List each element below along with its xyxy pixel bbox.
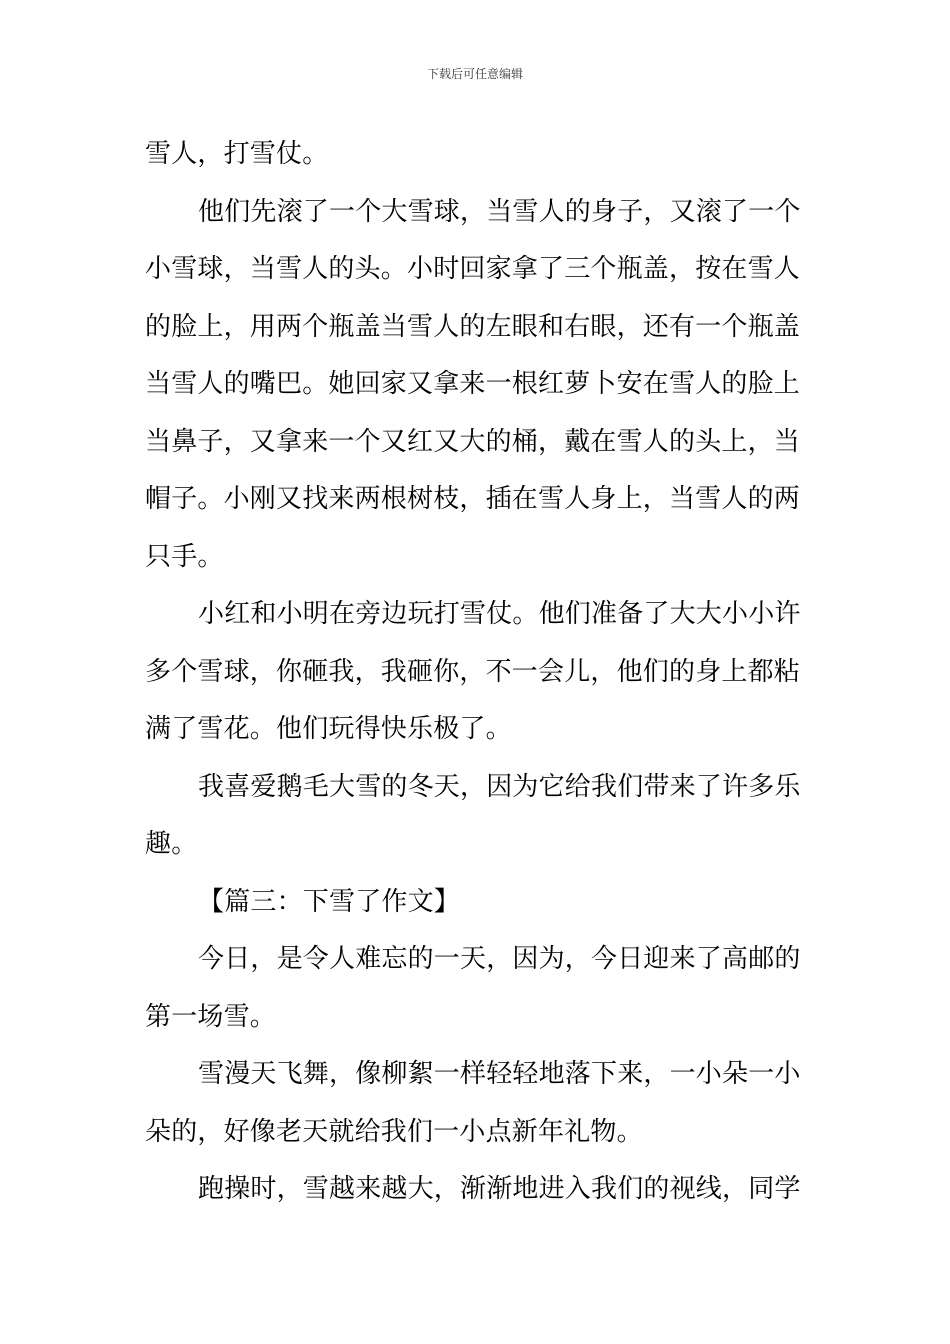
text-line: 第一场雪。 <box>145 1001 277 1032</box>
text-line: 的脸上，用两个瓶盖当雪人的左眼和右眼，还有一个瓶盖 <box>145 311 801 342</box>
text-line: 多个雪球，你砸我，我砸你，不一会儿，他们的身上都粘 <box>145 656 801 687</box>
text-line: 趣。 <box>145 829 198 859</box>
text-line: 当鼻子，又拿来一个又红又大的桶，戴在雪人的头上，当 <box>145 426 801 457</box>
text-line: 小雪球，当雪人的头。小时回家拿了三个瓶盖，按在雪人 <box>145 254 801 284</box>
page-header: 下载后可任意编辑 <box>426 67 523 81</box>
text-line: 雪漫天飞舞，像柳絮一样轻轻地落下来，一小朵一小 <box>198 1059 801 1089</box>
section-heading: 【篇三：下雪了作文】 <box>198 886 461 917</box>
text-line: 朵的，好像老天就给我们一小点新年礼物。 <box>145 1116 643 1147</box>
text-line: 满了雪花。他们玩得快乐极了。 <box>145 714 512 744</box>
text-line: 他们先滚了一个大雪球，当雪人的身子，又滚了一个 <box>198 196 801 227</box>
text-line: 我喜爱鹅毛大雪的冬天，因为它给我们带来了许多乐 <box>198 771 801 802</box>
document-body <box>145 126 807 1219</box>
text-line: 当雪人的嘴巴。她回家又拿来一根红萝卜安在雪人的脸上 <box>145 369 801 399</box>
text-line: 今日，是令人难忘的一天，因为，今日迎来了高邮的 <box>198 944 801 974</box>
text-line: 雪人，打雪仗。 <box>145 139 329 169</box>
text-line: 帽子。小刚又找来两根树枝，插在雪人身上，当雪人的两 <box>145 484 801 514</box>
text-line: 小红和小明在旁边玩打雪仗。他们准备了大大小小许 <box>198 599 801 629</box>
text-line: 只手。 <box>145 541 224 572</box>
text-line: 跑操时，雪越来越大，渐渐地进入我们的视线，同学 <box>198 1174 801 1204</box>
